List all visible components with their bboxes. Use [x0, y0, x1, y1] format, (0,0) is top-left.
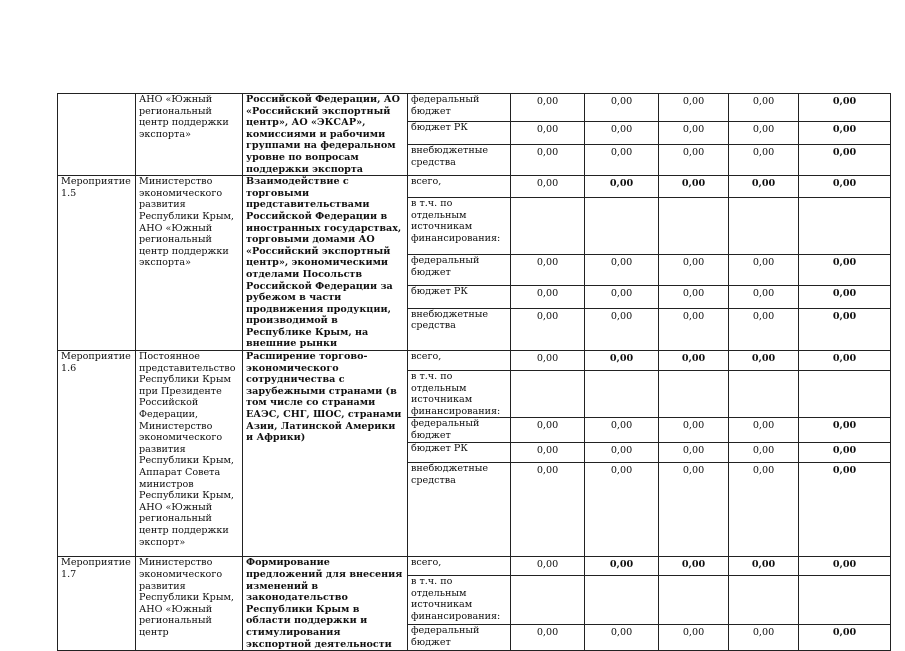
- total-value-cell: 0,00: [799, 418, 891, 443]
- value-cell: 0,00: [659, 308, 729, 350]
- value-cell: 0,00: [729, 463, 799, 557]
- value-cell: 0,00: [729, 255, 799, 285]
- total-value-cell: 0,00: [799, 255, 891, 285]
- value-cell: 0,00: [511, 557, 585, 576]
- value-cell: 0,00: [585, 625, 659, 651]
- empty-cell: [799, 576, 891, 625]
- value-cell: 0,00: [585, 308, 659, 350]
- source-label: федеральный бюджет: [408, 94, 511, 122]
- value-cell: 0,00: [729, 121, 799, 145]
- value-cell: 0,00: [511, 285, 585, 308]
- value-cell: 0,00: [659, 625, 729, 651]
- source-label: всего,: [408, 176, 511, 198]
- source-label: в т.ч. по отдельным источникам финансирования:: [408, 197, 511, 254]
- total-value-cell: 0,00: [799, 285, 891, 308]
- value-cell: 0,00: [659, 418, 729, 443]
- source-label: внебюджетные средства: [408, 463, 511, 557]
- value-cell: 0,00: [659, 145, 729, 176]
- value-cell: 0,00: [659, 255, 729, 285]
- empty-cell: [659, 371, 729, 418]
- table-row: [58, 176, 891, 198]
- executor-cell: Постоянное представительство Республики Крым при Президенте Российской Федерации, Министерство экономического развития Республики Крым, Аппарат Совета министров Республики Крым, АНО «Южный региональный центр поддержки экспорт»: [136, 351, 243, 557]
- source-label: федеральный бюджет: [408, 255, 511, 285]
- total-value-cell: 0,00: [799, 94, 891, 122]
- empty-cell: [511, 576, 585, 625]
- executor-cell: Министерство экономического развития Республики Крым, АНО «Южный региональный центр поддержки экспорта»: [136, 176, 243, 351]
- total-value-cell: 0,00: [799, 308, 891, 350]
- value-cell: 0,00: [585, 176, 659, 198]
- total-value-cell: 0,00: [799, 625, 891, 651]
- value-cell: 0,00: [659, 176, 729, 198]
- value-cell: 0,00: [511, 308, 585, 350]
- value-cell: 0,00: [585, 94, 659, 122]
- value-cell: 0,00: [511, 145, 585, 176]
- value-cell: 0,00: [659, 557, 729, 576]
- source-label: в т.ч. по отдельным источникам финансирования:: [408, 576, 511, 625]
- value-cell: 0,00: [729, 443, 799, 463]
- value-cell: 0,00: [659, 463, 729, 557]
- measure-id-cell: Мероприятие 1.5: [58, 176, 136, 351]
- empty-cell: [799, 371, 891, 418]
- value-cell: 0,00: [585, 145, 659, 176]
- value-cell: 0,00: [511, 121, 585, 145]
- empty-cell: [659, 576, 729, 625]
- value-cell: 0,00: [729, 308, 799, 350]
- source-label: бюджет РК: [408, 121, 511, 145]
- source-label: в т.ч. по отдельным источникам финансирования:: [408, 371, 511, 418]
- value-cell: 0,00: [729, 285, 799, 308]
- funding-table: [57, 93, 891, 651]
- source-label: бюджет РК: [408, 443, 511, 463]
- total-value-cell: 0,00: [799, 557, 891, 576]
- total-value-cell: 0,00: [799, 176, 891, 198]
- table-row: [58, 94, 891, 122]
- value-cell: 0,00: [585, 121, 659, 145]
- source-label: федеральный бюджет: [408, 418, 511, 443]
- source-label: всего,: [408, 351, 511, 371]
- empty-cell: [585, 371, 659, 418]
- value-cell: 0,00: [511, 176, 585, 198]
- source-label: федеральный бюджет: [408, 625, 511, 651]
- value-cell: 0,00: [511, 255, 585, 285]
- value-cell: 0,00: [729, 418, 799, 443]
- measure-id-cell: Мероприятие 1.7: [58, 557, 136, 651]
- value-cell: 0,00: [729, 557, 799, 576]
- value-cell: 0,00: [511, 625, 585, 651]
- empty-cell: [799, 197, 891, 254]
- value-cell: 0,00: [659, 443, 729, 463]
- table-row: [58, 351, 891, 371]
- value-cell: 0,00: [585, 557, 659, 576]
- value-cell: 0,00: [585, 443, 659, 463]
- source-label: бюджет РК: [408, 285, 511, 308]
- measure-id-cell: Мероприятие 1.6: [58, 351, 136, 557]
- source-label: внебюджетные средства: [408, 145, 511, 176]
- total-value-cell: 0,00: [799, 145, 891, 176]
- value-cell: 0,00: [729, 145, 799, 176]
- total-value-cell: 0,00: [799, 351, 891, 371]
- table-row: [58, 557, 891, 576]
- value-cell: 0,00: [511, 463, 585, 557]
- value-cell: 0,00: [585, 285, 659, 308]
- value-cell: 0,00: [511, 418, 585, 443]
- executor-cell: АНО «Южный региональный центр поддержки экспорта»: [136, 94, 243, 176]
- empty-cell: [511, 197, 585, 254]
- empty-cell: [729, 197, 799, 254]
- source-label: всего,: [408, 557, 511, 576]
- value-cell: 0,00: [511, 351, 585, 371]
- empty-cell: [585, 576, 659, 625]
- value-cell: 0,00: [511, 443, 585, 463]
- description-cell: Расширение торгово-экономического сотрудничества с зарубежными странами (в том числе со странами ЕАЭС, СНГ, ШОС, странами Азии, Латинской Америки и Африки): [243, 351, 408, 557]
- total-value-cell: 0,00: [799, 463, 891, 557]
- value-cell: 0,00: [585, 351, 659, 371]
- total-value-cell: 0,00: [799, 443, 891, 463]
- value-cell: 0,00: [659, 121, 729, 145]
- value-cell: 0,00: [729, 351, 799, 371]
- empty-cell: [659, 197, 729, 254]
- empty-cell: [729, 576, 799, 625]
- value-cell: 0,00: [585, 418, 659, 443]
- empty-cell: [511, 371, 585, 418]
- executor-cell: Министерство экономического развития Республики Крым, АНО «Южный региональный центр: [136, 557, 243, 651]
- value-cell: 0,00: [659, 285, 729, 308]
- value-cell: 0,00: [729, 625, 799, 651]
- value-cell: 0,00: [511, 94, 585, 122]
- measure-id-cell: [58, 94, 136, 176]
- value-cell: 0,00: [659, 94, 729, 122]
- value-cell: 0,00: [729, 176, 799, 198]
- value-cell: 0,00: [729, 94, 799, 122]
- description-cell: Российской Федерации, АО «Российский экспортный центр», АО «ЭКСАР», комиссиями и рабочими группами на федеральном уровне по вопросам поддержки экспорта: [243, 94, 408, 176]
- value-cell: 0,00: [585, 463, 659, 557]
- source-label: внебюджетные средства: [408, 308, 511, 350]
- description-cell: Формирование предложений для внесения изменений в законодательство Республики Крым в области поддержки и стимулирования экспортной деятельности: [243, 557, 408, 651]
- total-value-cell: 0,00: [799, 121, 891, 145]
- empty-cell: [729, 371, 799, 418]
- description-cell: Взаимодействие с торговыми представительствами Российской Федерации в иностранных государствах, торговыми домами АО «Российский экспортный центр», экономическими отделами Посольств Российской Федерации за рубежом в части продвижения продукции, производимой в Республике Крым, на внешние рынки: [243, 176, 408, 351]
- empty-cell: [585, 197, 659, 254]
- value-cell: 0,00: [585, 255, 659, 285]
- value-cell: 0,00: [659, 351, 729, 371]
